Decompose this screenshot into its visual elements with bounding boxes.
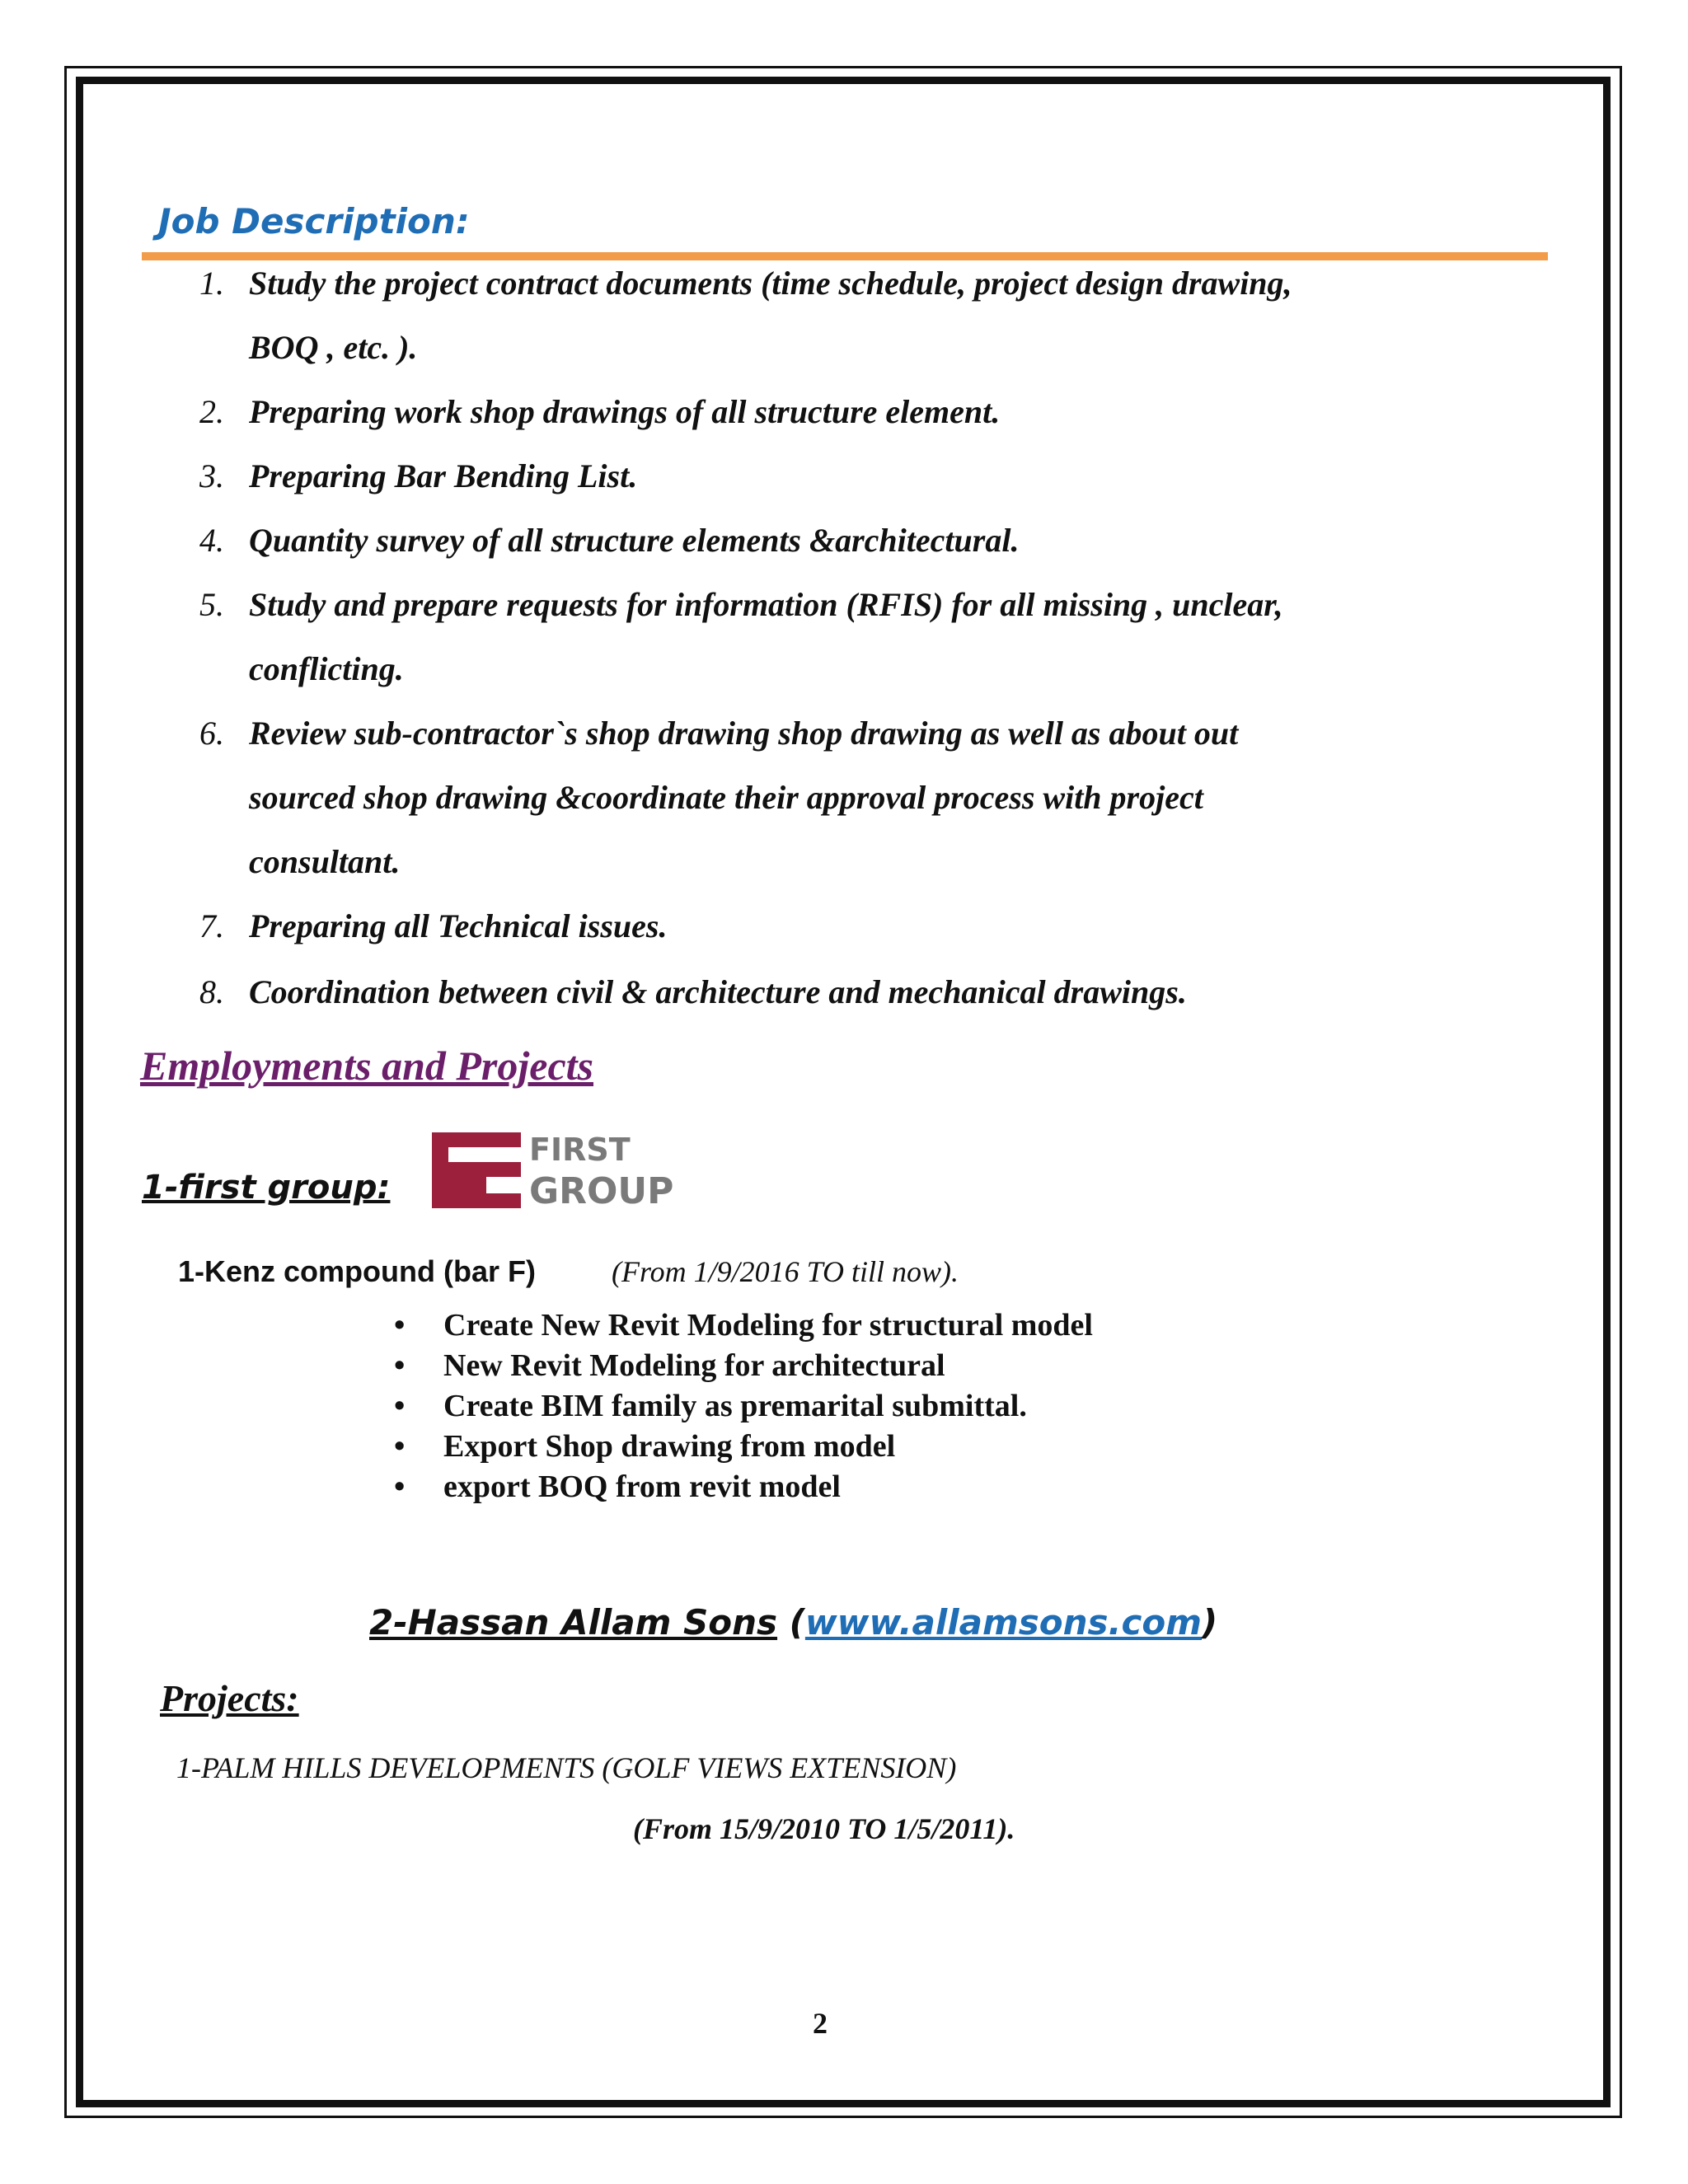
- item-text-line: Preparing work shop drawings of all structure element.: [249, 393, 1001, 430]
- list-item: • Create BIM family as premarital submittal.: [394, 1386, 1093, 1427]
- item-text-line: conflicting.: [249, 650, 404, 687]
- item-text-line: Review sub-contractor`s shop drawing shop drawing as well as about out: [249, 715, 1239, 752]
- item-text-line: Coordination between civil & architecture and mechanical drawings.: [249, 973, 1187, 1010]
- svg-text:FIRST: FIRST: [529, 1132, 631, 1168]
- item-number: 3.: [199, 457, 224, 494]
- palm-hills-period: (From 15/9/2010 TO 1/5/2011).: [633, 1812, 1015, 1845]
- kenz-project-title: 1-Kenz compound (bar F): [178, 1254, 536, 1288]
- item-text-line: Preparing all Technical issues.: [249, 907, 668, 944]
- item-text-line: consultant.: [249, 843, 401, 880]
- page-number: 2: [813, 2007, 828, 2040]
- employments-heading: Employments and Projects: [140, 1043, 593, 1089]
- item-number: 5.: [199, 586, 224, 623]
- job-description-heading: Job Description:: [158, 201, 470, 241]
- task-list: [394, 1305, 1093, 1507]
- item-text-line: Study the project contract documents (time schedule, project design drawing,: [249, 265, 1292, 302]
- company-website-link[interactable]: www.allamsons.com: [804, 1602, 1203, 1643]
- paren-open: (: [777, 1602, 805, 1643]
- kenz-period: (From 1/9/2016 TO till now).: [612, 1255, 959, 1288]
- paren-close: ): [1202, 1602, 1218, 1643]
- page-border-inner: [76, 77, 1611, 2107]
- projects-heading: Projects:: [160, 1677, 299, 1719]
- item-text-line: BOQ , etc. ).: [249, 329, 418, 366]
- list-item: • export BOQ from revit model: [394, 1467, 1093, 1507]
- item-number: 6.: [199, 715, 224, 752]
- item-text-line: Preparing Bar Bending List.: [249, 457, 638, 494]
- first-group-heading: 1-first group:: [142, 1169, 391, 1207]
- item-number: 7.: [199, 907, 224, 944]
- item-text-line: Quantity survey of all structure elements &architectural.: [249, 522, 1020, 559]
- list-item: • Create New Revit Modeling for structural model: [394, 1305, 1093, 1346]
- item-number: 1.: [199, 265, 224, 302]
- item-number: 2.: [199, 393, 224, 430]
- company-name: 2-Hassan Allam Sons: [369, 1602, 778, 1643]
- first-group-logo: [429, 1129, 701, 1212]
- list-item: • Export Shop drawing from model: [394, 1427, 1093, 1467]
- item-number: 8.: [199, 973, 224, 1010]
- item-text-line: Study and prepare requests for information (RFIS) for all missing , unclear,: [249, 586, 1283, 623]
- heading-rule: [142, 252, 1548, 260]
- svg-text:GROUP: GROUP: [529, 1170, 674, 1212]
- item-number: 4.: [199, 522, 224, 559]
- list-item: • New Revit Modeling for architectural: [394, 1346, 1093, 1386]
- hassan-allam-heading: [369, 1602, 1217, 1643]
- item-text-line: sourced shop drawing &coordinate their approval process with project: [249, 779, 1203, 816]
- palm-hills-project: 1-PALM HILLS DEVELOPMENTS (GOLF VIEWS EXTENSION): [176, 1751, 957, 1784]
